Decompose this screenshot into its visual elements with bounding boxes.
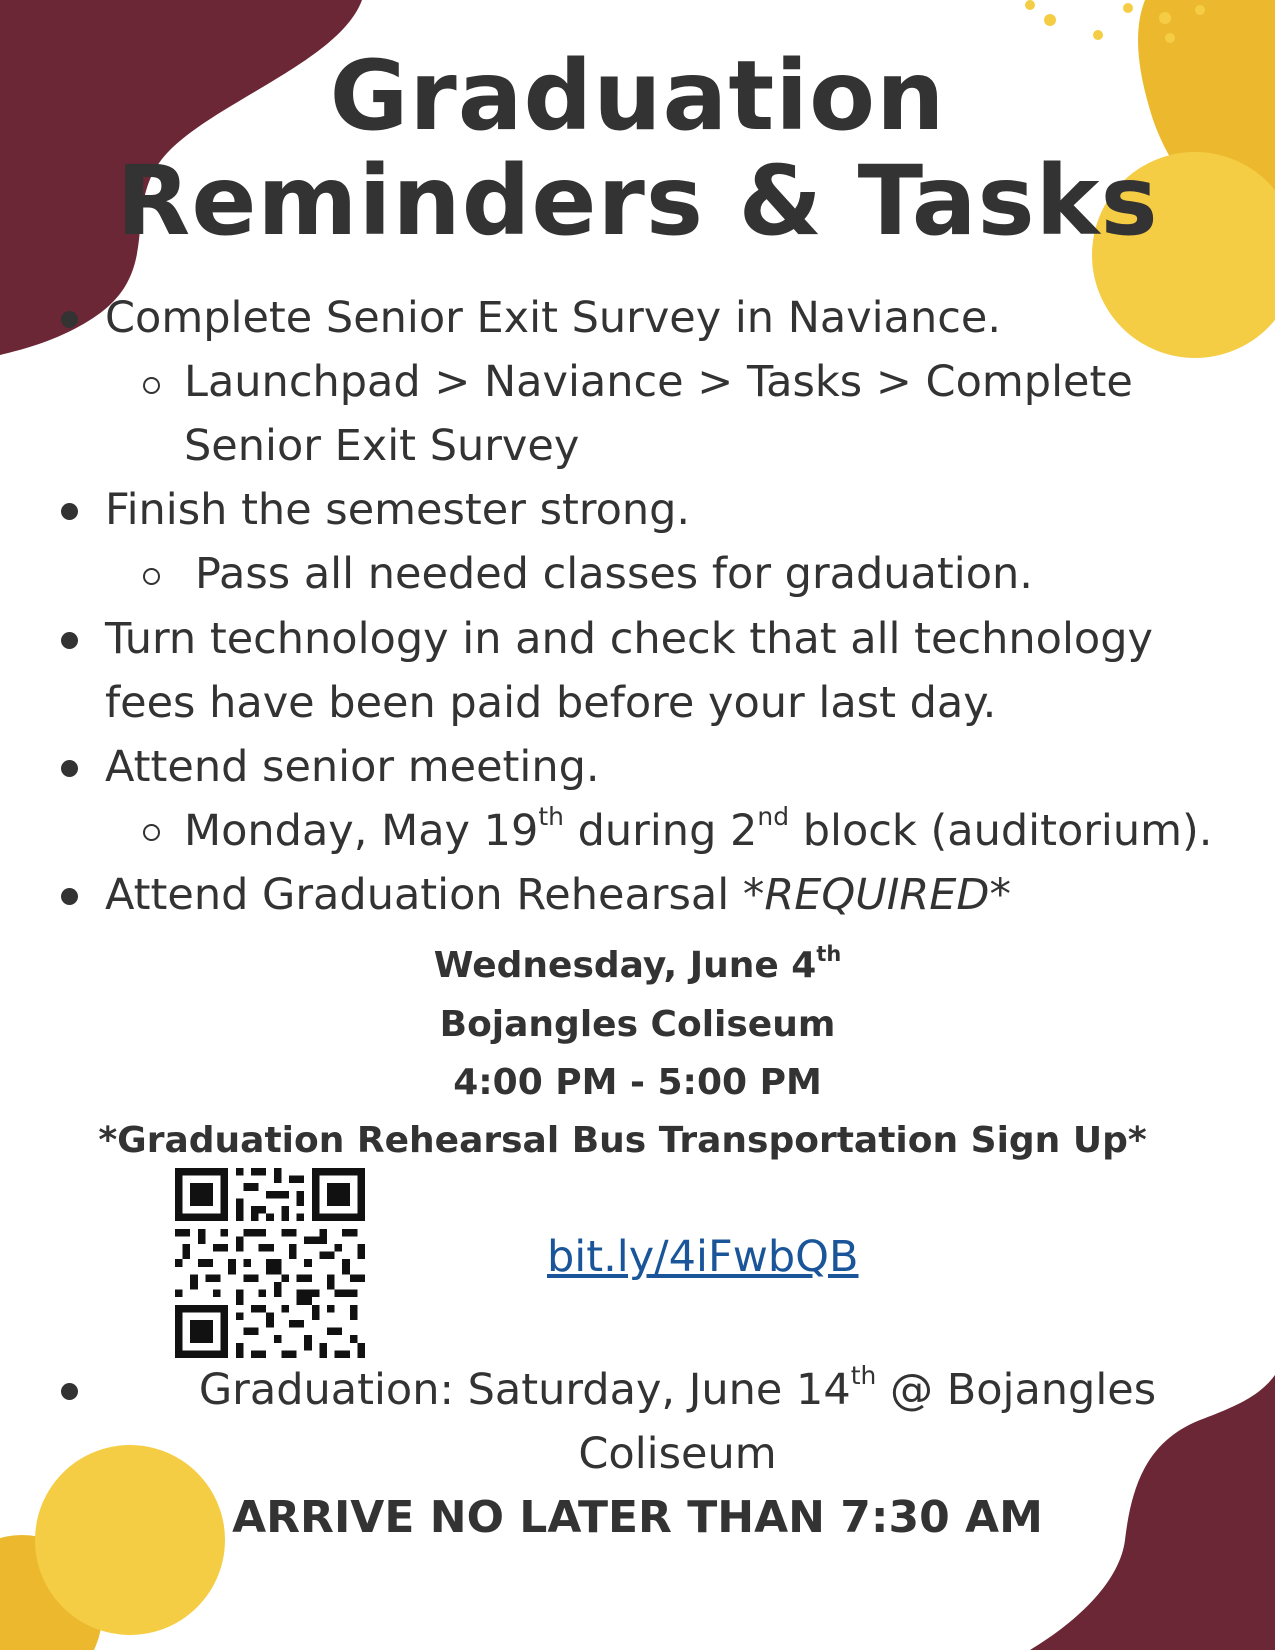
sub-bullet-meeting-detail [143,824,160,841]
rehearsal-time: 4:00 PM - 5:00 PM [453,1062,822,1103]
bullet-technology [61,632,78,649]
bullet-survey [61,311,78,328]
graduation-line-1: Graduation: Saturday, June 14th @ Bojangles [198,1361,1157,1415]
title-line-1: Graduation [329,40,946,152]
bullet-meeting [61,760,78,777]
bus-signup-heading: *Graduation Rehearsal Bus Transportation Sign Up* [98,1120,1147,1161]
title-line-2: Reminders & Tasks [116,145,1159,257]
rehearsal-date: Wednesday, June 4th [433,941,842,986]
task-technology-line-1: Turn technology in and check that all technology [105,614,1153,664]
required-label: *REQUIRED* [742,870,1012,920]
bullet-semester [61,503,78,520]
signup-link[interactable]: bit.ly/4iFwbQB [547,1232,859,1282]
task-survey: Complete Senior Exit Survey in Naviance. [105,293,1001,343]
sub-bullet-pass-classes [143,568,160,585]
task-survey-path-line-1: Launchpad > Naviance > Tasks > Complete [184,357,1133,407]
task-semester: Finish the semester strong. [105,485,691,535]
rehearsal-venue: Bojangles Coliseum [439,1004,836,1045]
arrival-notice: ARRIVE NO LATER THAN 7:30 AM [232,1492,1043,1543]
graduation-line-2: Coliseum [578,1429,777,1479]
sub-bullet-survey-path [143,377,160,394]
task-meeting: Attend senior meeting. [105,742,600,792]
task-pass-classes: Pass all needed classes for graduation. [195,549,1033,599]
task-rehearsal: Attend Graduation Rehearsal *REQUIRED* [105,870,1012,920]
task-meeting-detail: Monday, May 19th during 2nd block (auditorium). [184,802,1213,856]
bullet-rehearsal [61,888,78,905]
signup-qr-code[interactable] [175,1168,365,1358]
task-technology-line-2: fees have been paid before your last day. [105,678,997,728]
task-survey-path-line-2: Senior Exit Survey [184,421,580,471]
